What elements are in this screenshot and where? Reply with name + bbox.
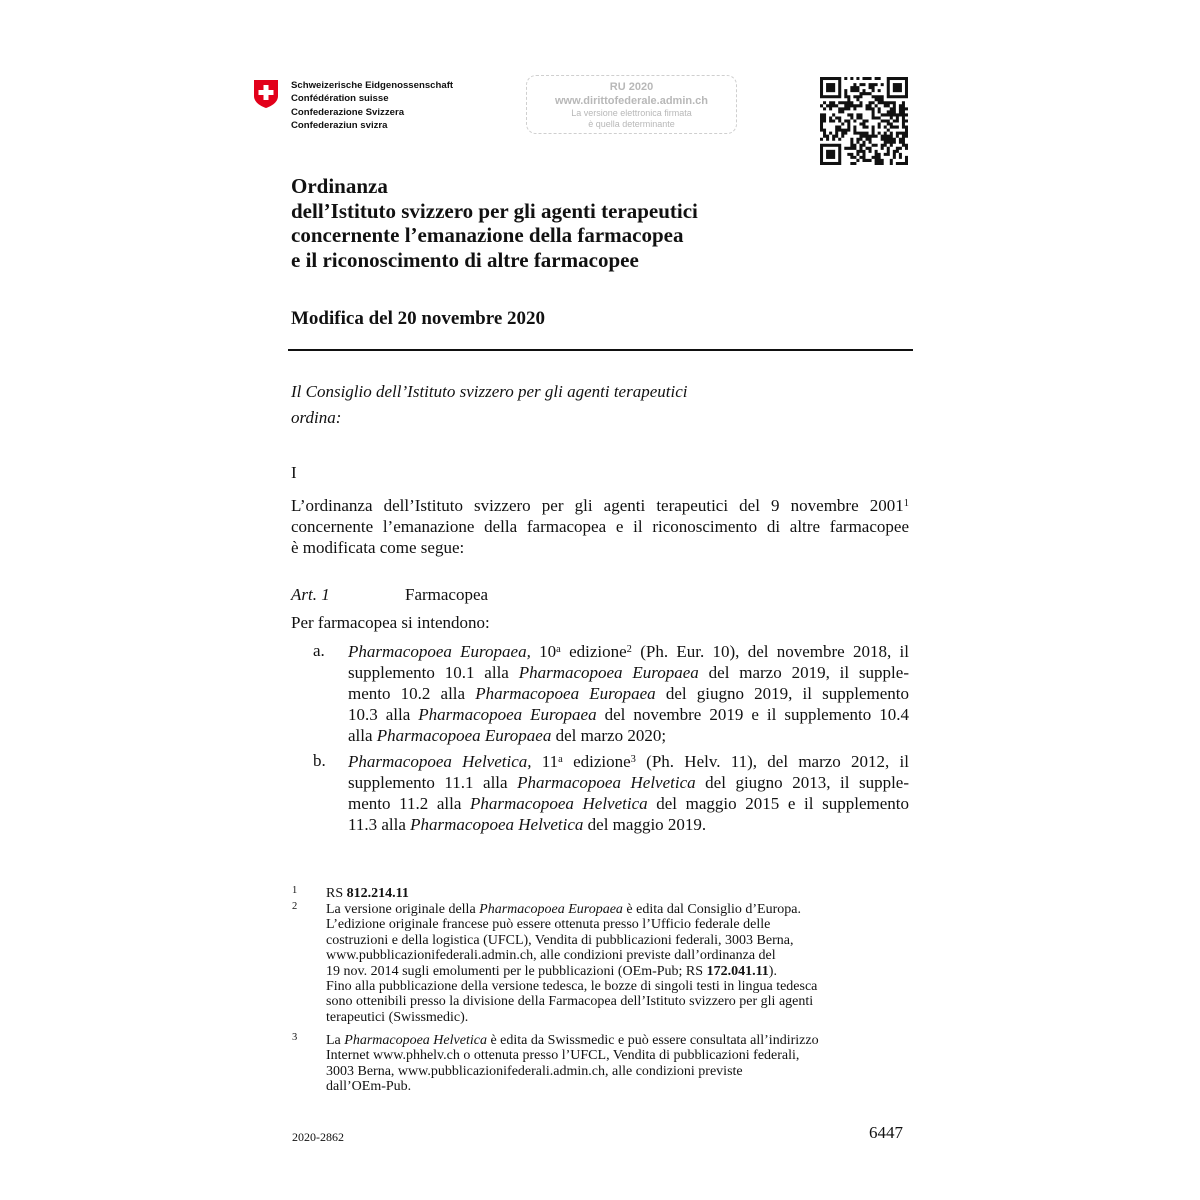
list-marker: b.: [313, 751, 326, 770]
page-number: 6447: [869, 1123, 903, 1142]
article-lead: Per farmacopea si intendono:: [291, 613, 490, 632]
confederation-name-de: Schweizerische Eidgenossenschaft: [291, 80, 454, 91]
confederation-name-rm: Confederaziun svizra: [291, 119, 388, 131]
intro-line: è modificata come segue:: [291, 538, 465, 557]
footnote-number: 3: [292, 1032, 298, 1043]
footnote-1: RS 812.214.11: [326, 886, 409, 901]
footnote-number: 1: [292, 885, 298, 896]
title-divider: [288, 349, 913, 351]
stamp-url: www.dirittofederale.admin.ch: [554, 95, 708, 107]
confederation-names: [291, 79, 453, 132]
ordinance-title: [291, 174, 698, 272]
superscript: a: [558, 754, 563, 765]
superscript: a: [556, 644, 561, 655]
footnote-3: La Pharmacopoea Helvetica è edita da Swissmedic e può essere consultata all’indirizzo Internet www.phhelv.ch o ottenuta presso l’UFCL, Vendita di pubblicazioni federali, 3003 Berna, www.pubblicazionifederali.admin.ch, alle condizioni previste dall’OEm-Pub.: [326, 1033, 819, 1095]
footnote-2: La versione originale della Pharmacopoea Europaea è edita dal Consiglio d’Europa. L’edizione originale francese può essere ottenuta presso l’Ufficio federale delle costruzioni e della logistica (UFCL), Vendita di pubblicazioni federali, 3003 Berna, www.pubblicazionifederali.admin.ch, alle condizioni previste dall’ordinanza del 19 nov. 2014 sugli emolumenti per le pubblicazioni (OEm-Pub; RS 172.041.11). Fino alla pubblicazione della versione tedesca, le bozze di singoli testi in lingua tedesca sono ottenibili presso la divisione della Farmacopea dell’Istituto svizzero per gli agenti terapeutici (Swissmedic).: [326, 902, 818, 1025]
intro-line: L’ordinanza dell’Istituto svizzero per gli agenti terapeutici del 9 novembre 2001$^1$: [291, 496, 909, 515]
stamp-note-2: è quella determinante: [588, 119, 675, 129]
confederation-name-fr: Confédération suisse: [291, 93, 389, 105]
intro-line: concernente l’emanazione della farmacopea e il riconoscimento di altre farmacopee: [291, 517, 909, 536]
document-number: 2020-2862: [292, 1130, 344, 1144]
confederation-name-it: Confederazione Svizzera: [291, 106, 405, 118]
footnote-number: 2: [292, 901, 298, 912]
title-line: Ordinanza: [291, 174, 388, 198]
list-item: Pharmacopoea Europaea, 10$^a$ edizione$^2$ (Ph. Eur. 10), del novembre 2018, il supplemento 10.1 alla Pharmacopoea Europaea del marzo 2019, il supple- mento 10.2 alla Pharmacopoea Europaea del giugno 2019, il supplemento 10.3 alla Pharmacopoea Europaea del novembre 2019 e il supplemento 10.4 alla Pharmacopoea Europaea del marzo 2020;: [348, 642, 909, 745]
stamp-collection: RU 2020: [609, 81, 654, 93]
intro-paragraph: [291, 495, 909, 558]
article-title: Farmacopea: [405, 585, 489, 604]
preamble-line: Il Consiglio dell’Istituto svizzero per gli agenti terapeutici: [291, 382, 688, 401]
title-line: dell’Istituto svizzero per gli agenti terapeutici: [291, 198, 698, 223]
article-number: Art. 1: [291, 585, 330, 604]
footnote-ref: 1: [903, 498, 909, 509]
preamble: [291, 379, 687, 431]
stamp-note-1: La versione elettronica firmata: [571, 108, 692, 118]
title-line: concernente l’emanazione della farmacopea: [291, 223, 684, 247]
footnote-ref: 2: [626, 644, 632, 655]
list-marker: a.: [313, 641, 325, 660]
amendment-date: Modifica del 20 novembre 2020: [291, 308, 546, 329]
official-publication-stamp: [526, 75, 737, 134]
qr-code-icon: [820, 77, 908, 165]
footnote-ref: 3: [630, 754, 636, 765]
preamble-line: ordina:: [291, 408, 342, 427]
title-line: e il riconoscimento di altre farmacopee: [291, 247, 639, 272]
swiss-cross-icon: [253, 79, 279, 109]
list-item: Pharmacopoea Helvetica, 11$^a$ edizione$^3$ (Ph. Helv. 11), del marzo 2012, il supplemento 11.1 alla Pharmacopoea Helvetica del giugno 2013, il supple- mento 11.2 alla Pharmacopoea Helvetica del maggio 2015 e il supplemento 11.3 alla Pharmacopoea Helvetica del maggio 2019.: [348, 752, 910, 834]
section-number: I: [291, 463, 297, 482]
